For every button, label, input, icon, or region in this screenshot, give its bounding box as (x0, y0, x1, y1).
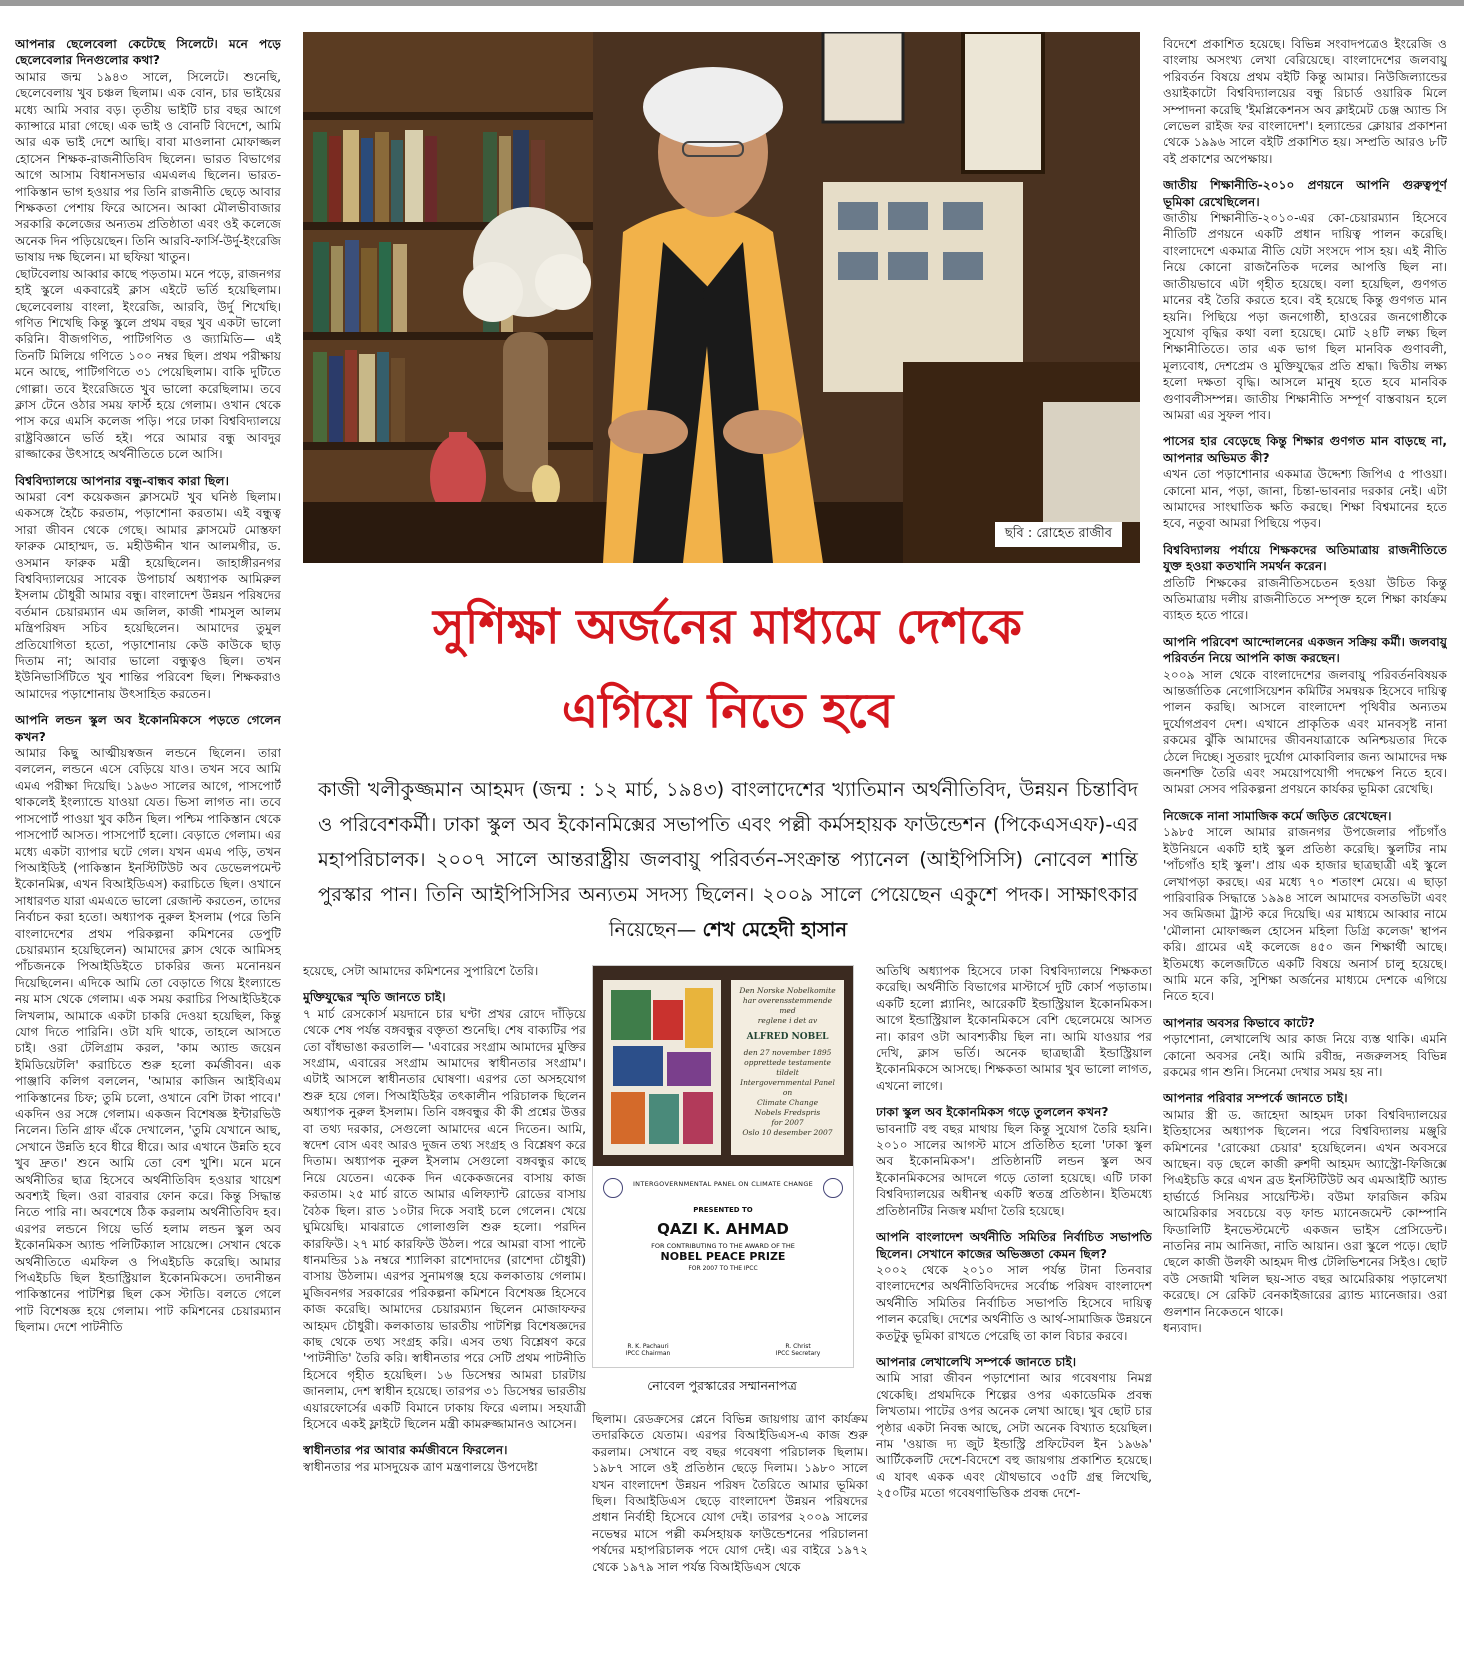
answer-text: এখন তো পড়াশোনার একমাত্র উদ্দেশ্য জিপিএ ৫ পাওয়া। কোনো মান, পড়া, জানা, চিন্তা-ভাবনার দরকার নেই। এটা আমাদের সাংঘাতিক ক্ষতি করছে। শিক্ষা বিশ্বমানের হতে হবে, নতুবা আমরা পিছিয়ে পড়ব। (1163, 467, 1447, 531)
answer-text: হয়েছে, সেটা আমাদের কমিশনের সুপারিশে তৈরি। (303, 964, 539, 978)
qa-continuation (303, 963, 586, 979)
article-column-3 (592, 1411, 868, 1656)
answer-text: আমার স্ত্রী ড. জাহেদা আহমদ ঢাকা বিশ্ববিদ্যালয়ের ইতিহাসের অধ্যাপক ছিলেন। পরে বিশ্ববিদ্যালয় মঞ্জুরি কমিশনের 'রোকেয়া চেয়ার' হয়েছিলেন। এখন অবসরে আছেন। বড় ছেলে কাজী রুশদী আহমদ অ্যাস্ট্রো-ফিজিক্সে পিএইচডি করে এখন ব্রড ইনস্টিটিউট অব এমআইটি অ্যান্ড হার্ভার্ডে সিনিয়র সায়েন্টিস্ট। বউমা ফারজিন করিম আমেরিকার সবচেয়ে বড় ফান্ড ম্যানেজমেন্ট কোম্পানি ফিডালিটি ইনভেস্টমেন্টে একজন ভাইস প্রেসিডেন্ট। নাতনির নাম আনিজা, নাতি আয়ান। ওরা স্কুলে পড়ে। ছোট ছেলে কাজী উলফী আহমদ দীপ্ত টেলিভিশনের সিইও। ছোট বউ সেজামী খলিল ছয়-সাত বছর আমেরিকায় পড়ালেখা করেছে। সে রেকিট বেনকাইজারের ব্র্যান্ড ম্যানেজার। ওরা গুলশান নিকেতনে থাকে। (1163, 1107, 1447, 1319)
signature-right: R. Christ IPCC Secretary (775, 1343, 821, 1357)
qa-continuation (876, 963, 1152, 1094)
qa-education-quality (1163, 433, 1447, 531)
qa-climate (1163, 634, 1447, 798)
letter-line: Intergovernmental Panel on (740, 1078, 835, 1097)
question-text: পাসের হার বেড়েছে কিন্তু শিক্ষার গুণগত মান বাড়ছে না, আপনার অভিমত কী? (1163, 434, 1447, 465)
letter-line: Oslo 10 desember 2007 (742, 1128, 833, 1137)
prize-year: FOR 2007 TO THE IPCC (688, 1265, 758, 1272)
answer-text: আমি সারা জীবন পড়াশোনা আর গবেষণায় নিমগ্ন থেকেছি। প্রথমদিকে শিল্পের ওপর একাডেমিক প্রবন্ধ লিখতাম। পাটের ওপর অনেক লেখা আছে। খুব ছোট চার পৃষ্ঠার একটা নিবন্ধ আছে, সেটা অনেক বিখ্যাত হয়েছিল। নাম 'ওয়াজ দ্য জুট ইন্ডাস্ট্রি প্রফিটেবল ইন ১৯৬৯' আর্টিকেলটি দেশে-বিদেশে বহু জায়গায় প্রকাশিত হয়েছে। এ যাবৎ একক এবং যৌথভাবে ৩৫টি গ্রন্থ লিখেছি, ২৫০টির মতো গবেষণাভিত্তিক প্রবন্ধ দেশে- (876, 1371, 1152, 1501)
letter-line: for 2007 (771, 1118, 804, 1127)
answer-text: জাতীয় শিক্ষানীতি-২০১০-এর কো-চেয়ারম্যান হিসেবে নীতিটি প্রণয়নে একটি প্রধান দায়িত্ব পালন করেছি। বাংলাদেশে একমাত্র নীতি যেটা সংসদে পাস হয়। এই নীতি নিয়ে কোনো রাজনৈতিক দলের আপত্তি ছিল না। জাতীয়ভাবে এটা গৃহীত হয়েছে। বলা হয়েছিল, গুণগত মানের বই তৈরি করতে হবে। বই হয়েছে কিন্তু গুণগত মান হয়নি। পিছিয়ে পড়া জনগোষ্ঠী, হাওরের জনগোষ্ঠীকে সুযোগ বৃদ্ধির কথা বলা হয়েছে। মোট ২৪টি লক্ষ্য ছিল শিক্ষানীতিতে। তার এক ভাগ ছিল মানবিক গুণাবলী, মূল্যবোধ, দেশপ্রেম ও মুক্তিযুদ্ধের প্রতি শ্রদ্ধা। দ্বিতীয় লক্ষ্য হলো দক্ষতা বৃদ্ধি। আসলে মানুষ হতে হবে মানবিক গুণাবলীসম্পন্ন। জাতীয় শিক্ষানীতি সম্পূর্ণ বাস্তবায়ন হলে আমরা এর সুফল পাব। (1163, 211, 1447, 422)
letter-body (737, 986, 838, 1138)
letter-line: Nobels Fredspris (754, 1108, 821, 1117)
closing-thanks: ধন্যবাদ। (1163, 1321, 1202, 1336)
qa-lse (15, 712, 281, 1335)
letter-line: den 27 november 1895 (743, 1048, 832, 1057)
question-text: জাতীয় শিক্ষানীতি-২০১০ প্রণয়নে আপনি গুরুত্বপূর্ণ ভূমিকা রেখেছিলেন। (1163, 178, 1447, 209)
answer-text: ছিলাম। রেডক্রসের প্লেনে বিভিন্ন জায়গায় ত্রাণ কার্যক্রম তদারকিতে যেতাম। এরপর বিআইডিএস-এ কাজ শুরু করলাম। সেখানে বহু বছর গবেষণা পরিচালক ছিলাম। ১৯৮৭ সালে ওই প্রতিষ্ঠান ছেড়ে দিলাম। ১৯৮০ সালে যখন বাংলাদেশ উন্নয়ন পরিষদ তৈরিতে আমার ভূমিকা ছিল। বিআইডিএস ছেড়ে বাংলাদেশ উন্নয়ন পরিষদের প্রধান নির্বাহী হিসেবে যোগ দেই। তারপর ২০০৯ সালের নভেম্বর মাসে পল্লী কর্মসহায়ক ফাউন্ডেশনের পরিচালনা পর্ষদের মহাপরিচালক পদে যোগ দেই। এর বাইরে ১৯৭২ থেকে ১৯৭৯ সাল পর্যন্ত বিআইডিএস থেকে (592, 1412, 868, 1574)
answer-text: আমার কিছু আত্মীয়স্বজন লন্ডনে ছিলেন। তারা বললেন, লন্ডনে এসে বেড়িয়ে যাও। তখন সবে আমি এমএ পরীক্ষা দিয়েছি। ১৯৬৩ সালের আগে, পাসপোর্ট থাকলেই ইংল্যান্ডে যাওয়া যেত। ভিসা লাগত না। তবে পাসপোর্ট পাওয়া খুব কঠিন ছিল। পশ্চিম পাকিস্তান থেকে পাসপোর্ট আসত। পাসপোর্ট হলো। বেড়াতে গেলাম। এর মধ্যে একটা ব্যাপার ঘটে গেল। যখন এমএ পড়ি, তখন পিআইডিই (পাকিস্তান ইনস্টিটিউট অব ডেভেলপমেন্ট ইকোনমিক্স, এখন বিআইডিএস) করাচিতে ছিল। ওখানে সাধারণত যারা এমএতে ভালো রেজাল্ট করতেন, তাদের নির্বাচন করা হতো। অধ্যাপক নুরুল ইসলাম (পরে তিনি বাংলাদেশের প্রথম পরিকল্পনা কমিশনের ডেপুটি চেয়ারম্যান হয়েছিলেন) আমাদের ক্লাস থেকে আমিসহ পাঁচজনকে পিআইডিইতে চাকরির জন্য মনোনয়ন দিয়েছিলেন। এদিকে আমি তো বেড়াতে গিয়ে ইংল্যান্ডে নয় মাস থেকে গেলাম। এক সময় করাচির পিআইডিইকে লিখলাম, আমাকে একটা চাকরি দেওয়া হয়েছিল, কিন্তু যোগ দিতে পারিনি। ওটা যদি থাকে, তাহলে আসতে চাই। ওরা টেলিগ্রাম করল, 'কাম অ্যান্ড জয়েন ইমিডিয়েটলি' করাচিতে শুরু হলো কর্মজীবন। এক পাঞ্জাবি কলিগ বললেন, 'আমার কাজিন আইবিএম পাকিস্তানের চিফ; তুমি চলো, ওখানে বেশি টাকা পাবে।' একদিন ওর সঙ্গে গেলাম। একজন বিশেষজ্ঞ ইন্টারভিউ নিলেন। তিনি গ্রাফ এঁকে দেখালেন, 'তুমি যেখানে আছ, সেখানে উন্নতি হবে ধীরে ধীরে। আর এখানে উন্নতি হবে খুব দ্রুত।' শুনে আমি তো বেশ খুশি। মনে মনে অর্থনীতির ছাত্র হিসেবে অর্থনীতিবিদ হওয়ার খায়েশ অবশ্যই ছিল। ওরা বারবার ফোন করে। কিন্তু সিদ্ধান্ত নিতে পারি না। অবশেষে ঠিক করলাম অর্থনীতিবিদ হব। এরপর লন্ডনে গিয়ে ভর্তি হলাম লন্ডন স্কুল অব ইকোনমিকস অ্যান্ড পলিটিক্যাল সায়েন্সে। সেখান থেকে অর্থনীতিতে এমফিল ও পিএইচডি করেছি। আমার পিএইচডি ছিল ইন্ডাস্ট্রিয়াল ইকোনমিকসে। তদানীন্তন পাকিস্তানের পাটশিল্প ছিল কেস স্টাডি। বলতে গেলে পাট বিশেষজ্ঞ হয়ে গেলাম। পাট কমিশনের চেয়ারম্যান ছিলাম। দেশে পাটনীতি (15, 746, 281, 1335)
headline (303, 585, 1152, 753)
qa-continuation (1163, 36, 1447, 167)
certificate-caption: নোবেল পুরস্কারের সম্মাননাপত্র (647, 1378, 797, 1393)
prize-name: NOBEL PEACE PRIZE (660, 1250, 786, 1263)
question-text: বিশ্ববিদ্যালয়ে আপনার বন্ধু-বান্ধব কারা ছিল। (15, 473, 229, 488)
top-rule (0, 0, 1464, 6)
answer-text: প্রতিটি শিক্ষকের রাজনীতিসচেতন হওয়া উচিত কিন্তু অতিমাত্রায় দলীয় রাজনীতিতে সম্পৃক্ত হলে শিক্ষা কার্যক্রম ব্যাহত হতে পারে। (1163, 575, 1447, 623)
headline-line-2: এগিয়ে নিতে হবে (561, 683, 894, 739)
qa-economic-association (876, 1229, 1152, 1344)
question-text: আপনি পরিবেশ আন্দোলনের একজন সক্রিয় কর্মী। জলবায়ু পরিবর্তন নিয়ে আপনি কাজ করছেন। (1163, 634, 1447, 666)
qa-dse (876, 1104, 1152, 1219)
answer-text: পড়াশোনা, লেখালেখি আর কাজ নিয়ে ব্যস্ত থাকি। এমনি কোনো অবসর নেই। আমি রবীন্দ্র, নজরুলসহ বিভিন্ন রকমের গান শুনি। সিনেমা দেখার সময় হয় না। (1163, 1032, 1447, 1079)
qa-liberation-war (303, 989, 586, 1432)
answer-text: ১৯৮৫ সালে আমার রাজনগর উপজেলার পাঁচগাঁও ইউনিয়নে একটি হাই স্কুল প্রতিষ্ঠা করেছি। স্কুলটির নাম 'পাঁচগাঁও হাই স্কুল'। প্রায় এক হাজার ছাত্রছাত্রী এই স্কুলে লেখাপড়া করছে। এর মধ্যে ৭০ শতাংশ মেয়ে। এ ছাড়া পারিবারিক সিদ্ধান্তে ১৯৯৪ সালে আমাদের বসতভিটা এবং সব জমিজমা ট্রাস্ট করে দিয়েছি। এর মাধ্যমে আব্বার নামে 'মৌলানা মোফাজ্জল হোসেন মহিলা ডিগ্রি কলেজ' স্থাপন করি। গ্রামের এই কলেজে ৪৫০ জন শিক্ষার্থী আছে। ইতিমধ্যে কলেজটিতে একটি বিষয়ে অনার্স চালু হয়েছে। আমি মনে করি, সুশিক্ষা অর্জনের মাধ্যমে দেশকে এগিয়ে নিতে হবে। (1163, 825, 1447, 1004)
answer-text: ২০০২ থেকে ২০১০ সাল পর্যন্ত টানা তিনবার বাংলাদেশের অর্থনীতিবিদদের সর্বোচ্চ পরিষদ বাংলাদেশ অর্থনীতি সমিতির নির্বাচিত সভাপতি হিসেবে দায়িত্ব পালন করেছি। দেশের অর্থনীতি ও আর্থ-সামাজিক উন্নয়নে কতটুকু ভূমিকা রাখতে পেরেছি তা কাল বিচার করবে। (876, 1262, 1152, 1343)
answer-text: অতিথি অধ্যাপক হিসেবে ঢাকা বিশ্ববিদ্যালয়ে শিক্ষকতা করেছি। অর্থনীতি বিভাগের মাস্টার্সে দুটি কোর্স পড়াতাম। একটি হলো প্ল্যানিং, আরেকটি ইন্ডাস্ট্রিয়াল ইকোনমিকস। আগে ইন্ডাস্ট্রিয়াল ইকোনমিকসে বেশি ছেলেমেয়ে আসত না। কারণ ওটা আবশ্যকীয় ছিল না। আমি যাওয়ার পর দেখি, ক্লাস ভর্তি। অনেক ছাত্রছাত্রী ইন্ডাস্ট্রিয়াল ইকোনমিকসে আসছে। শিক্ষকতা আমার খুব ভালো লাগত, এখনো লাগে। (876, 964, 1152, 1093)
answer-text: ৭ মার্চ রেসকোর্স ময়দানে চার ঘণ্টা প্রখর রোদে দাঁড়িয়ে থেকে শেষ পর্যন্ত বঙ্গবন্ধুর বক্তৃতা শুনেছি। শেষ বাক্যটির পর তো বাঁধভাঙা করতালি— 'এবারের সংগ্রাম আমাদের মুক্তির সংগ্রাম, এবারের সংগ্রাম আমাদের স্বাধীনতার সংগ্রাম'। এটাই আসলে স্বাধীনতার ঘোষণা। এরপর তো অসহযোগ শুরু হয়ে গেল। পিআইডিইর তৎকালীন পরিচালক ছিলেন অধ্যাপক নুরুল ইসলাম। তিনি বঙ্গবন্ধুর কী কী প্রশ্নের উত্তর বা তথ্য দরকার, সেগুলো আমাদের এনে দিতেন। আমি, স্বদেশ বোস এবং আরও দুজন তথ্য সংগ্রহ ও বিশ্লেষণ করে দিতাম। অধ্যাপক নুরুল ইসলাম সেগুলো বঙ্গবন্ধুর কাছে নিয়ে যেতেন। একেক দিন একেকজনের বাসায় কাজ করতাম। ২৫ মার্চ রাতে আমার এলিফ্যান্ট রোডের বাসায় বৈঠক ছিল। রাত ১০টার দিকে সবাই চলে গেলেন। খেয়ে ঘুমিয়েছি। মাঝরাতে গোলাগুলি শুরু হলো। পরদিন কারফিউ। ২৭ মার্চ কারফিউ উঠল। পরে আমরা বাসা পাল্টে ধানমন্ডির ১৯ নম্বরে শ্যালিকা রাশেদাদের (রাশেদা চৌধুরী) বাসায় উঠলাম। এরপর সুনামগঞ্জ হয়ে কলকাতায় গেলাম। মুজিবনগর সরকারের পরিকল্পনা কমিশনে বিশেষজ্ঞ হিসেবে কাজ করেছি। আমাদের চেয়ারম্যান ছিলেন মোজাফফর আহমদ চৌধুরী। কলকাতায় ভারতীয় পাটশিল্প বিশেষজ্ঞদের কাছ থেকে তথ্য সংগ্রহ করি। এসব তথ্য বিশ্লেষণ করে 'পাটনীতি' তৈরি করি। স্বাধীনতার পরে সেটি প্রথম পাটনীতি হিসেবে গৃহীত হয়েছিল। ১৬ ডিসেম্বর আমরা চারটায় জানলাম, দেশ স্বাধীন হয়েছে। তারপর ৩১ ডিসেম্বর ভারতীয় এয়ারফোর্সের একটি বিমানে ঢাকায় ফিরে এলাম। সহযাত্রী হিসেবে একই ফ্লাইটে ছিলেন মন্ত্রী কামরুজ্জামানও আসেন। (303, 1006, 586, 1431)
intro-text: কাজী খলীকুজ্জমান আহমদ (জন্ম : ১২ মার্চ, ১৯৪৩) বাংলাদেশের খ্যাতিমান অর্থনীতিবিদ, উন্নয়ন চিন্তাবিদ ও পরিবেশকর্মী। ঢাকা স্কুল অব ইকোনমিক্সের সভাপতি এবং পল্লী কর্মসহায়ক ফাউন্ডেশন (পিকেএসএফ)-এর মহাপরিচালক। ২০০৭ সালে আন্তরাষ্ট্রীয় জলবায়ু পরিবর্তন-সংক্রান্ত প্যানেল (আইপিসিসি) নোবেল শান্তি পুরস্কার পান। তিনি আইপিসিসির অন্যতম সদস্য ছিলেন। ২০০৯ সালে পেয়েছেন একুশে পদক। সাক্ষাৎকার নিয়েছেন— (318, 778, 1138, 941)
intro-paragraph (318, 772, 1138, 947)
qa-teacher-politics (1163, 542, 1447, 624)
answer-text: ২০০৯ সাল থেকে বাংলাদেশের জলবায়ু পরিবর্তনবিষয়ক আন্তর্জাতিক নেগোসিয়েশন কমিটির সমন্বয়ক হিসেবে দায়িত্ব পালন করছি। আসলে বাংলাদেশ পৃথিবীর অন্যতম দুর্যোগপ্রবণ দেশ। এখানে প্রাকৃতিক এবং মানবসৃষ্ট নানা রকমের ঝুঁকি আমাদের জীবনযাত্রাকে অনিশ্চয়তার দিকে ঠেলে দিচ্ছে। সুতরাং দুর্যোগ মোকাবিলার জন্য আমাদের দক্ষ জনশক্তি তৈরি এবং সময়োপযোগী পদক্ষেপ নিতে হবে। আমরা সেসব পরিকল্পনা প্রণয়নে কার্যকর ভূমিকা রেখেছি। (1163, 667, 1447, 797)
qa-education-policy (1163, 177, 1447, 423)
qa-university-friends (15, 473, 281, 703)
question-text: আপনার পরিবার সম্পর্কে জানতে চাই। (1163, 1091, 1348, 1106)
question-text: আপনি বাংলাদেশ অর্থনীতি সমিতির নির্বাচিত সভাপতি ছিলেন। সেখানে কাজের অভিজ্ঞতা কেমন ছিল? (876, 1230, 1152, 1261)
nobel-letter (731, 980, 844, 1155)
article-column-4 (876, 963, 1152, 1653)
question-text: বিশ্ববিদ্যালয় পর্যায়ে শিক্ষকদের অতিমাত্রায় রাজনীতিতে যুক্ত হওয়া কতখানি সমর্থন করেন। (1163, 542, 1447, 574)
intro-byline: শেখ মেহেদী হাসান (702, 918, 848, 941)
question-text: ঢাকা স্কুল অব ইকোনমিকস গড়ে তুললেন কখন? (876, 1105, 1109, 1120)
question-text: আপনার লেখালেখি সম্পর্কে জানতে চাই। (876, 1354, 1077, 1369)
answer-text: ভাবনাটি বহু বছর মাথায় ছিল কিন্তু সুযোগ তৈরি হয়নি। ২০১০ সালের আগস্ট মাসে প্রতিষ্ঠিত হলো 'ঢাকা স্কুল অব ইকোনমিকস'। প্রতিষ্ঠানটি লন্ডন স্কুল অব ইকোনমিকসের আদলে গড়ে তোলা হয়েছে। এটি ঢাকা বিশ্ববিদ্যালয়ের অধীনস্থ একটি স্বতন্ত্র প্রতিষ্ঠান। ইতিমধ্যে প্রতিষ্ঠানটির নিজস্ব মর্যাদা তৈরি হয়েছে। (876, 1121, 1152, 1218)
question-text: স্বাধীনতার পর আবার কর্মজীবনে ফিরলেন। (303, 1443, 508, 1458)
qa-childhood (15, 36, 281, 463)
portrait-photo (303, 32, 1140, 563)
letter-line: reglene i det av (757, 1016, 818, 1025)
answer-text: আমরা বেশ কয়েকজন ক্লাসমেট খুব ঘনিষ্ঠ ছিলাম। একসঙ্গে হৈচৈ করতাম, পড়াশোনা করতাম। এই বন্ধুত্ব সারা জীবন থেকে গেছে। আমার ক্লাসমেট মোস্তফা ফারুক মোহাম্মদ, ড. মহীউদ্দীন খান আলমগীর, ড. ওসমান ফারুক মন্ত্রী হয়েছিলেন। জাহাঙ্গীরনগর বিশ্ববিদ্যালয়ের সাবেক উপাচার্য অধ্যাপক আমিরুল ইসলাম চৌধুরী আমার বন্ধু। বাংলাদেশ উন্নয়ন পরিষদের বর্তমান চেয়ারম্যান এম জলিল, কাজী শামসুল আলম মন্ত্রিপরিষদ সচিব হয়েছিলেন। আমাদের তুমুল প্রতিযোগিতা হতো, পড়াশোনায় কেউ কাউকে ছাড় দিতাম না; আবার ভালো বন্ধুত্বও ছিল। তখন ইউনিভার্সিটিতে খুব শান্তির পরিবেশ ছিল। শিক্ষকরাও আমাদের পড়াশোনায় উৎসাহিত করতেন। (15, 489, 281, 701)
article-column-5 (1163, 36, 1447, 1656)
certificate-frame (593, 966, 853, 1166)
ipcc-certificate (593, 1166, 853, 1367)
photo-credit: ছবি : রোহেত রাজীব (995, 522, 1122, 547)
answer-text: স্বাধীনতার পর মাসদুয়েক ত্রাণ মন্ত্রণালয়ে উপদেষ্টা (303, 1459, 538, 1474)
letter-line: ALFRED NOBEL (746, 1032, 829, 1042)
unep-logo-icon (823, 1178, 843, 1198)
portrait-illustration (303, 32, 1140, 563)
letter-line: opprettede testamente tildelt (744, 1058, 831, 1077)
abstract-artwork (603, 980, 721, 1155)
answer-text: বিদেশে প্রকাশিত হয়েছে। বিভিন্ন সংবাদপত্রেও ইংরেজি ও বাংলায় অসংখ্য লেখা বেরিয়েছে। বাংলাদেশের জলবায়ু পরিবর্তন বিষয়ে প্রথম বইটি কিন্তু আমার। নিউজিল্যান্ডের ওয়াইকাটো বিশ্ববিদ্যালয়ের বন্ধু রিচার্ড ওয়ারিক মিলে সম্পাদনা করেছি 'ইমপ্লিকেশনস অব ক্লাইমেট চেঞ্জ অ্যান্ড সি লেভেল রাইজ ফর বাংলাদেশ'। হল্যান্ডের ক্লোয়ার প্রকাশনা থেকে ১৯৯৬ সালে বইটি প্রকাশিত হয়। সম্প্রতি আরও ৮টি বই প্রকাশের অপেক্ষায়। (1163, 37, 1447, 166)
qa-post-independence (303, 1442, 586, 1475)
ipcc-header: INTERGOVERNMENTAL PANEL ON CLIMATE CHANGE (632, 1180, 814, 1188)
contributing-line: FOR CONTRIBUTING TO THE AWARD OF THE (651, 1242, 795, 1250)
question-text: আপনার ছেলেবেলা কেটেছে সিলেটে। মনে পড়ে ছেলেবেলার দিনগুলোর কথা? (15, 37, 281, 68)
wmo-logo-icon (603, 1178, 623, 1198)
presented-to: PRESENTED TO (693, 1206, 753, 1214)
letter-line: Climate Change (756, 1098, 819, 1107)
letter-line: har overensstemmende med (742, 996, 833, 1015)
recipient-name: QAZI K. AHMAD (657, 1220, 789, 1238)
question-text: নিজেকে নানা সামাজিক কর্মে জড়িত রেখেছেন। (1163, 808, 1392, 823)
article-column-2 (303, 963, 586, 1653)
qa-leisure (1163, 1015, 1447, 1081)
signature-left: R. K. Pachauri IPCC Chairman (625, 1343, 671, 1357)
nobel-certificate-photo (592, 965, 854, 1368)
article-column-1 (15, 36, 281, 1656)
qa-social-work (1163, 808, 1447, 1005)
qa-writing (876, 1354, 1152, 1502)
question-text: আপনার অবসর কিভাবে কাটে? (1163, 1015, 1315, 1030)
question-text: মুক্তিযুদ্ধের স্মৃতি জানতে চাই। (303, 990, 446, 1005)
letter-line: Den Norske Nobelkomite (739, 986, 836, 995)
answer-text: আমার জন্ম ১৯৪৩ সালে, সিলেটে। শুনেছি, ছেলেবেলায় খুব চঞ্চল ছিলাম। এক বোন, চার ভাইয়ের মধ্যে আমি সবার বড়। তৃতীয় ভাইটি চার বছর আগে ক্যান্সারে মারা গেছে। এক ভাই ও বোনটি বিদেশে, আমি আর এক ভাই দেশে আছি। বাবা মাওলানা মোফাজ্জল হোসেন শিক্ষক-রাজনীতিবিদ ছিলেন। ভারত বিভাগের আগে আসাম বিধানসভার এমএলএ ছিলেন। ভারত-পাকিস্তান ভাগ হওয়ার পর তিনি রাজনীতি ছেড়ে আবার শিক্ষকতা পেশায় ফিরে আসেন। আব্বা মৌলভীবাজার সরকারি কলেজের অন্যতম প্রতিষ্ঠাতা এবং ওই কলেজে অনেক দিন পড়িয়েছেন। তিনি আরবি-ফার্সি-উর্দু-ইংরেজি ভাষায় দক্ষ ছিলেন। মা ছফিয়া খাতুন। (15, 69, 281, 265)
answer-text: ছোটবেলায় আব্বার কাছে পড়তাম। মনে পড়ে, রাজনগর হাই স্কুলে একবারেই ক্লাস এইটে ভর্তি হয়েছিলাম। ছেলেবেলায় বাংলা, ইংরেজি, আরবি, উর্দু শিখেছি। গণিত শিখেছি কিন্তু স্কুলে প্রথম বছর খুব একটা ভালো করিনি। বীজগণিত, পাটিগণিত ও জ্যামিতি— এই তিনটি মিলিয়ে গণিতে ১০০ নম্বর ছিল। প্রথম পরীক্ষায় মনে আছে, পাটিগণিতে ৩১ পেয়েছিলাম। বাকি দুটিতে গোল্লা। তবে ইংরেজিতে খুব ভালো করেছিলাম। তবে ক্লাস টেনে ওঠার সময় ফার্স্ট হয়ে গেলাম। ওখান থেকে পাস করে এমসি কলেজ পড়ি। পরে ঢাকা বিশ্ববিদ্যালয়ে রাষ্ট্রবিজ্ঞানে ভর্তি হই। পরে আমার বন্ধু আবদুর রাজ্জাকের উৎসাহে অর্থনীতিতে চলে আসি। (15, 266, 281, 462)
headline-line-1: সুশিক্ষা অর্জনের মাধ্যমে দেশকে (433, 599, 1022, 655)
qa-family (1163, 1090, 1447, 1336)
question-text: আপনি লন্ডন স্কুল অব ইকোনমিকসে পড়তে গেলেন কখন? (15, 713, 281, 744)
